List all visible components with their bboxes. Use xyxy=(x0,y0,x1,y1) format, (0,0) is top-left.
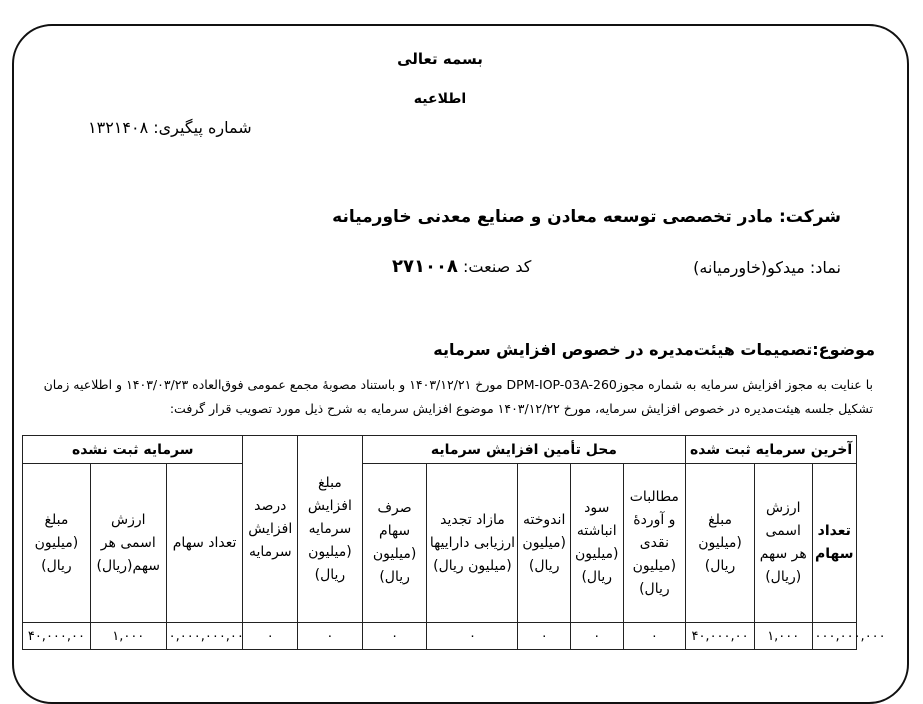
header-fs-revaluation: مازاد تجدید ارزیابی داراییها (میلیون ریال) xyxy=(427,464,518,623)
header-lr-shares: تعداد سهام xyxy=(812,464,856,623)
value-increase-amount: ۰ xyxy=(298,623,363,650)
table-row xyxy=(23,623,857,650)
header-fs-retained: سود انباشته (میلیون ریال) xyxy=(570,464,623,623)
group-last-registered: آخرین سرمایه ثبت شده xyxy=(686,436,857,464)
value-increase-percent: ۰ xyxy=(243,623,298,650)
group-funding-source: محل تأمین افزایش سرمایه xyxy=(362,436,685,464)
header-fs-receivables: مطالبات و آوردهٔ نقدی (میلیون ریال) xyxy=(623,464,686,623)
capital-increase-table xyxy=(22,435,886,650)
value-lr-amount: ۴۰,۰۰۰,۰۰ xyxy=(686,623,755,650)
announcement-heading: اطلاعیه xyxy=(413,91,467,107)
value-fs-retained: ۰ xyxy=(570,623,623,650)
company-symbol: نماد: میدکو(خاورمیانه) xyxy=(693,258,841,277)
value-lr-shares: ۰۰۰,۰۰۰,۰۰۰ xyxy=(812,623,856,650)
bismillah-heading: بسمه تعالی xyxy=(397,50,483,68)
value-fs-revaluation: ۰ xyxy=(427,623,518,650)
body-paragraph: با عنایت به مجوز افزایش سرمایه به شماره مجوزDPM-IOP-03A-260 مورخ ۱۴۰۳/۱۲/۲۱ و باستناد مصوبهٔ مجمع عمومی فوق‌العاده ۱۴۰۳/۰۳/۲۳ و اطلاعیه زمان تشکیل جلسه هیئت‌مدیره در خصوص افزایش سرمایه، مورخ ۱۴۰۳/۱۲/۲۲ موضوع افزایش سرمایه به شرح ذیل مورد تصویب قرار گرفت: xyxy=(43,377,873,416)
value-fs-reserves: ۰ xyxy=(518,623,571,650)
value-fs-premium: ۰ xyxy=(362,623,427,650)
company-name: شرکت: مادر تخصصی توسعه معادن و صنایع معدنی خاورمیانه xyxy=(332,207,841,227)
header-un-par: ارزش اسمی هر سهم(ریال) xyxy=(90,464,166,623)
value-un-par: ۱,۰۰۰ xyxy=(90,623,166,650)
industry-code xyxy=(380,256,531,277)
industry-code-label: کد صنعت: xyxy=(463,257,532,276)
header-un-amount: مبلغ (میلیون ریال) xyxy=(23,464,91,623)
tracking-number: شماره پیگیری: ۱۳۲۱۴۰۸ xyxy=(88,118,252,137)
header-fs-reserves: اندوخته (میلیون ریال) xyxy=(518,464,571,623)
value-lr-par: ۱,۰۰۰ xyxy=(754,623,812,650)
header-lr-amount: مبلغ (میلیون ریال) xyxy=(686,464,755,623)
header-increase-amount: مبلغ افزایش سرمایه (میلیون ریال) xyxy=(298,436,363,623)
group-unregistered: سرمایه ثبت نشده xyxy=(23,436,243,464)
value-un-shares: ۰,۰۰۰,۰۰۰,۰۰ xyxy=(166,623,243,650)
header-lr-par: ارزش اسمی هر سهم (ریال) xyxy=(754,464,812,623)
value-un-amount: ۴۰,۰۰۰,۰۰ xyxy=(23,623,91,650)
header-increase-percent: درصد افزایش سرمایه xyxy=(243,436,298,623)
industry-code-value: ۲۷۱۰۰۸ xyxy=(392,256,458,277)
header-fs-premium: صرف سهام (میلیون ریال) xyxy=(362,464,427,623)
header-un-shares: تعداد سهام xyxy=(166,464,243,623)
value-fs-receivables: ۰ xyxy=(623,623,686,650)
subject-line: موضوع:تصمیمات هیئت‌مدیره در خصوص افزایش سرمایه xyxy=(433,340,875,359)
